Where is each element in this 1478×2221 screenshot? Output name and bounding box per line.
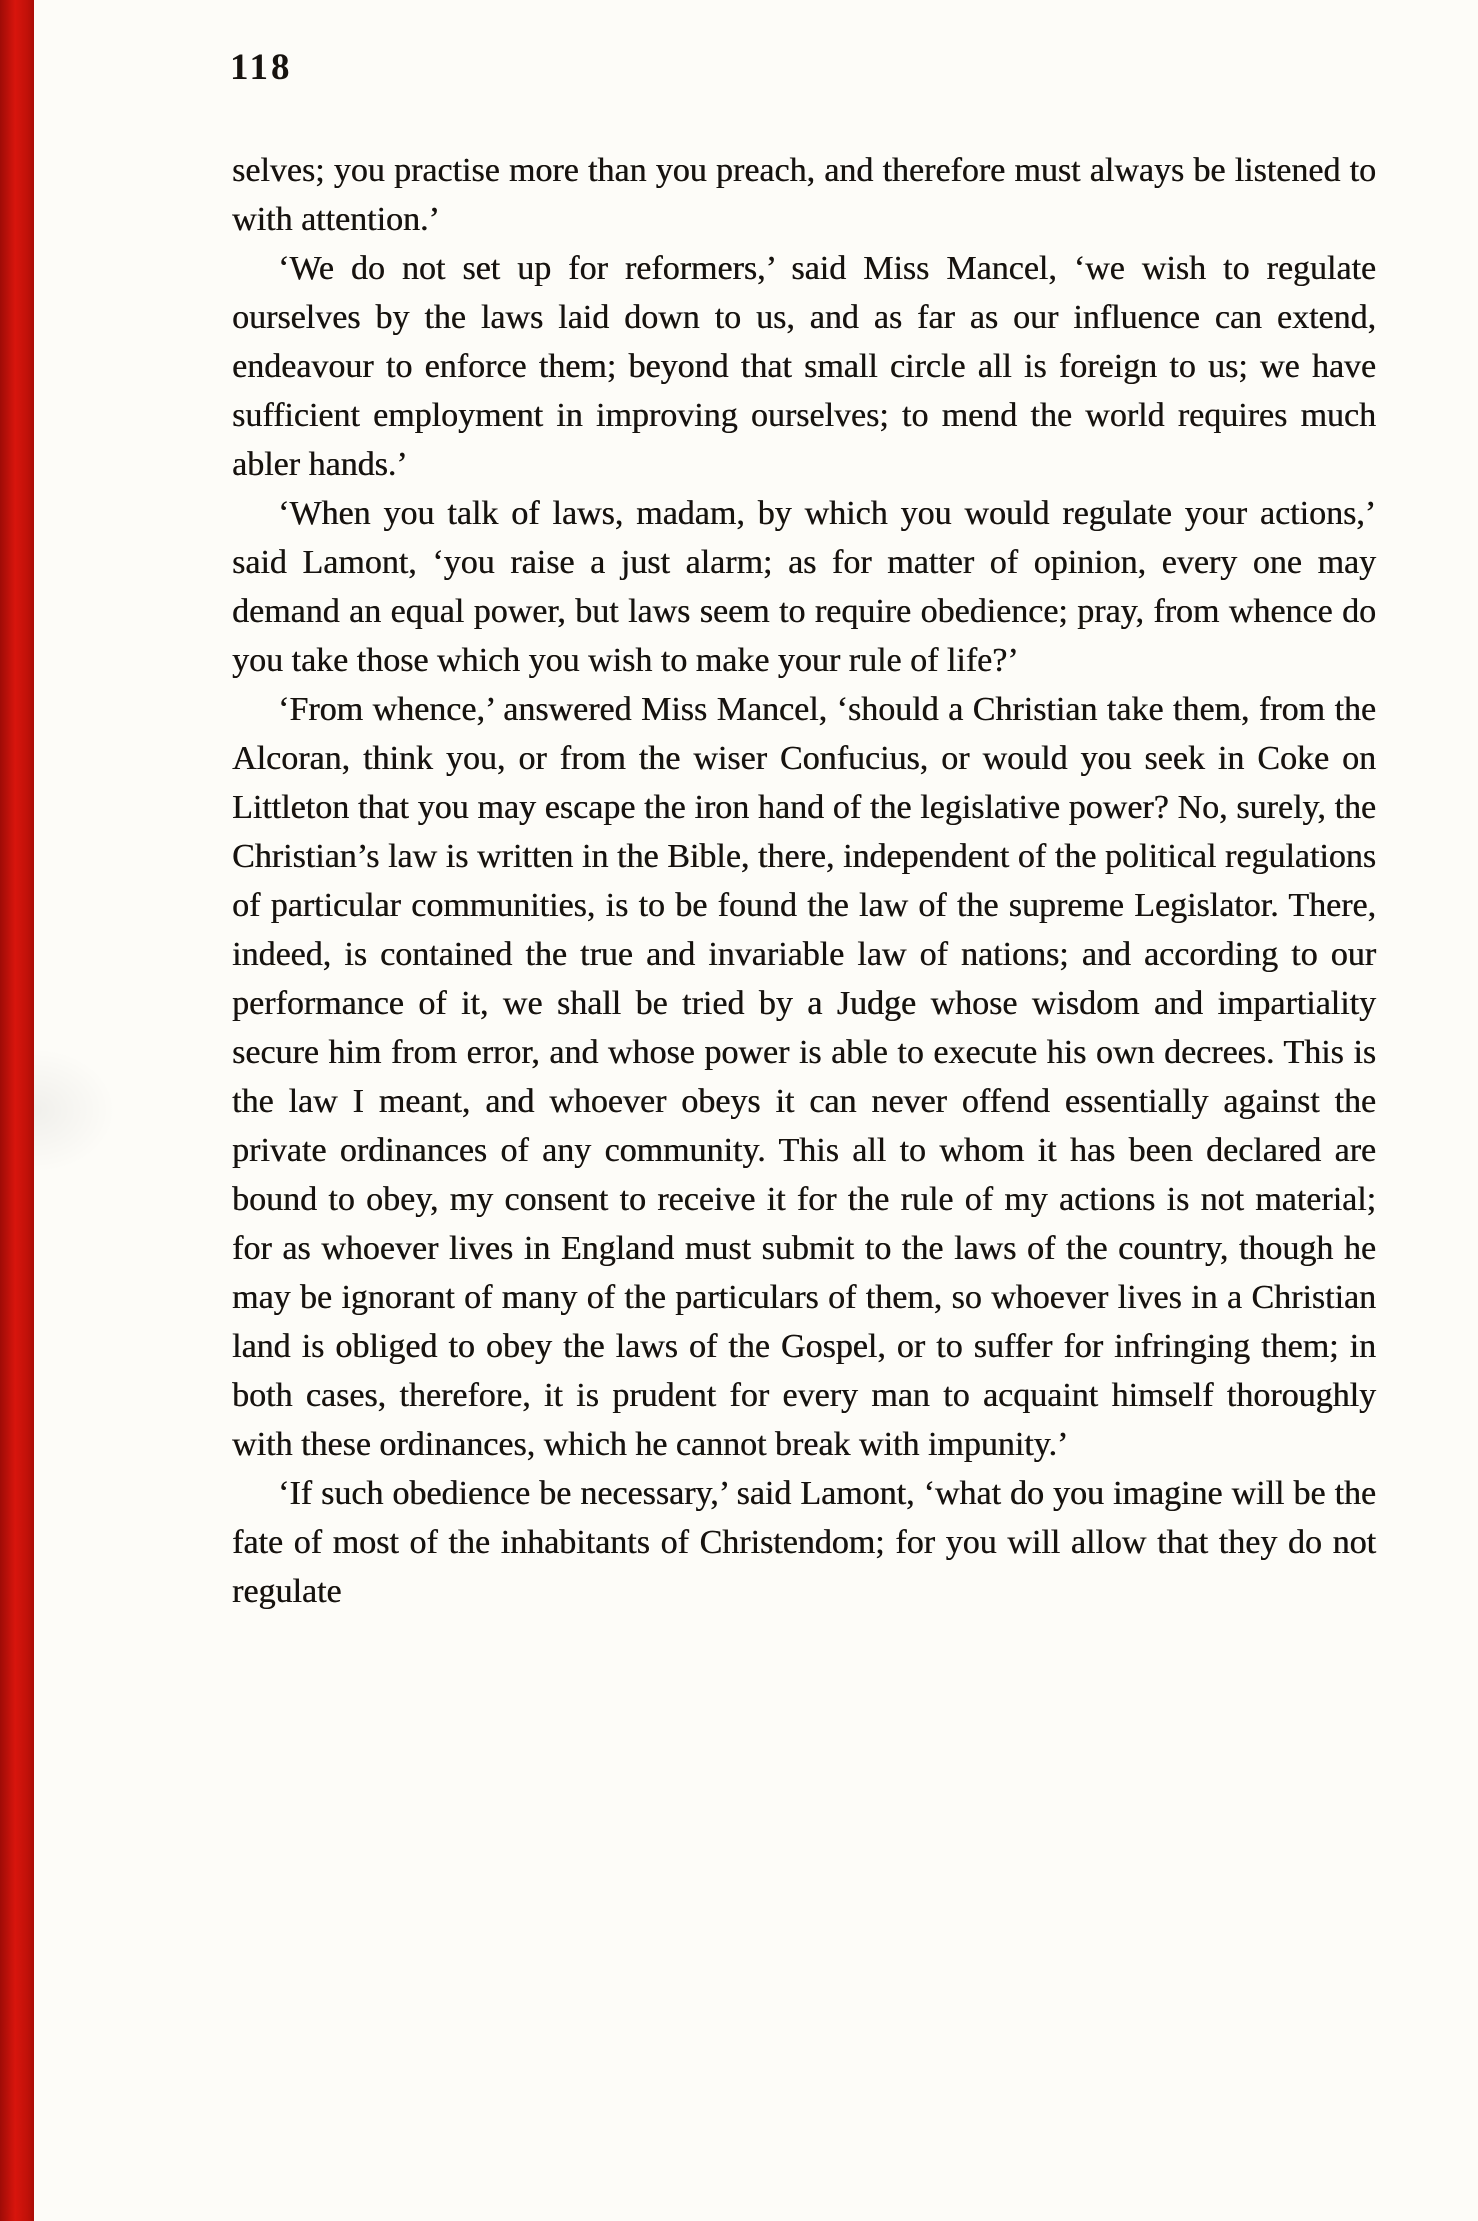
paragraph: ‘From whence,’ answered Miss Mancel, ‘should a Christian take them, from the Alcoran, think you, or from the wiser Confucius, or would you seek in Coke on Littleton that you may escape the iron hand of the legislative power? No, surely, the Christian’s law is written in the Bible, there, independent of the political regulations of particular communities, is to be found the law of the supreme Legislator. There, indeed, is contained the true and invariable law of nations; and according to our performance of it, we shall be tried by a Judge whose wisdom and impartiality secure him from error, and whose power is able to execute his own decrees. This is the law I meant, and whoever obeys it can never offend essentially against the private ordinances of any community. This all to whom it has been declared are bound to obey, my consent to receive it for the rule of my actions is not material; for as whoever lives in England must submit to the laws of the country, though he may be ignorant of many of the particulars of them, so whoever lives in a Christian land is obliged to obey the laws of the Gospel, or to suffer for infringing them; in both cases, therefore, it is prudent for every man to acquaint himself thoroughly with these ordinances, which he cannot break with impunity.’ xyxy=(232,691,1376,1463)
book-page xyxy=(34,0,1478,2221)
paragraph: ‘If such obedience be necessary,’ said Lamont, ‘what do you imagine will be the fate of most of the inhabitants of Christendom; for you will allow that they do not regulate xyxy=(232,1475,1376,1610)
paragraph: ‘When you talk of laws, madam, by which you would regulate your actions,’ said Lamont, ‘you raise a just alarm; as for matter of opinion, every one may demand an equal power, but laws seem to require obedience; pray, from whence do you take those which you wish to make your rule of life?’ xyxy=(232,495,1376,679)
book-spine-edge xyxy=(0,0,34,2221)
page-text-block xyxy=(232,146,1376,1616)
paragraph: selves; you practise more than you preach, and therefore must always be listened to with attention.’ xyxy=(232,152,1376,238)
paragraph: ‘We do not set up for reformers,’ said Miss Mancel, ‘we wish to regulate ourselves by the laws laid down to us, and as far as our influence can extend, endeavour to enforce them; beyond that small circle all is foreign to us; we have sufficient employment in improving ourselves; to mend the world requires much abler hands.’ xyxy=(232,250,1376,483)
page-number: 118 xyxy=(230,47,293,88)
